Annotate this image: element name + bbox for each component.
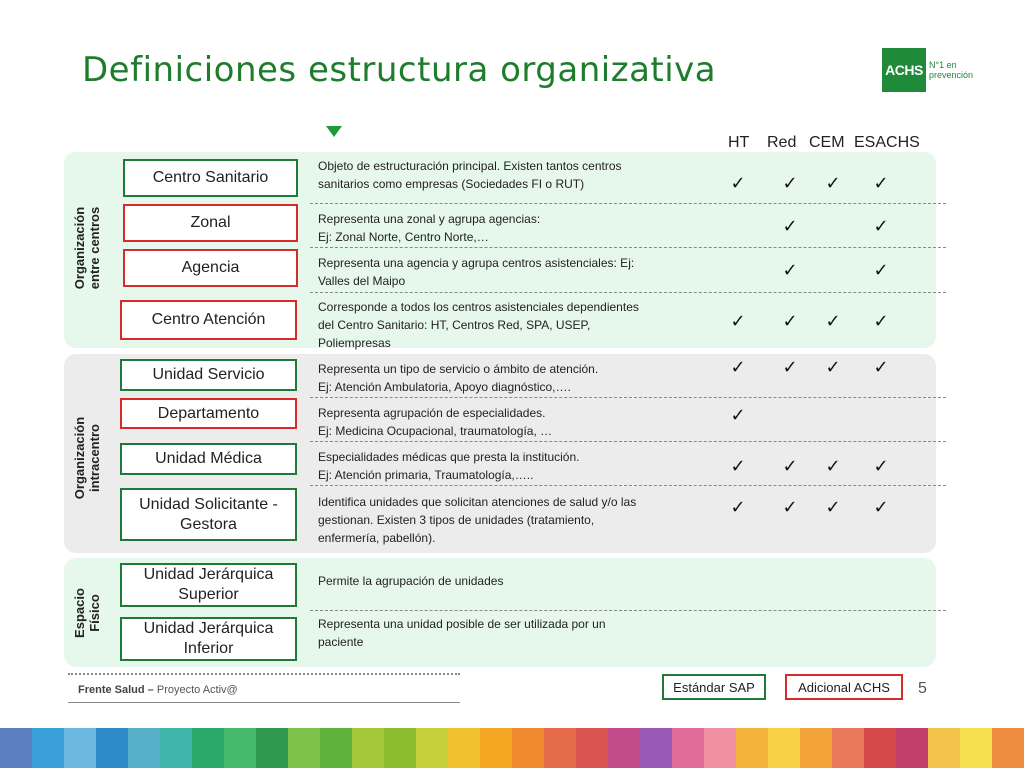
achs-logo xyxy=(882,48,973,92)
legend-additional-achs: Adicional ACHS xyxy=(785,674,903,700)
checkmark-icon: ✓ xyxy=(782,456,798,476)
section-label-entre-centros: Organización entre centros xyxy=(72,206,102,290)
logo-tagline: N°1 en prevención xyxy=(929,60,974,80)
checkmark-icon: ✓ xyxy=(873,311,889,331)
row-unidad-jerarquica-superior-description: Permite la agrupación de unidades xyxy=(318,574,504,588)
column-header-red: Red xyxy=(767,134,797,151)
row-centro-sanitario-description: Objeto de estructuración principal. Existen tantos centros sanitarios como empresas (Sociedades FI o RUT) xyxy=(318,159,622,191)
row-agencia-box: Agencia xyxy=(123,249,298,287)
row-unidad-jerarquica-superior-box: Unidad Jerárquica Superior xyxy=(120,563,297,607)
row-separator xyxy=(310,292,946,293)
footer-dotted-line xyxy=(68,673,460,675)
row-unidad-medica-box: Unidad Médica xyxy=(120,443,297,475)
checkmark-icon: ✓ xyxy=(782,173,798,193)
triangle-marker-icon xyxy=(326,126,342,137)
row-zonal-description: Representa una zonal y agrupa agencias: Ej: Zonal Norte, Centro Norte,… xyxy=(318,212,541,244)
row-separator xyxy=(310,397,946,398)
row-unidad-servicio-box: Unidad Servicio xyxy=(120,359,297,391)
checkmark-icon: ✓ xyxy=(873,260,889,280)
checkmark-icon: ✓ xyxy=(730,456,746,476)
checkmark-icon: ✓ xyxy=(873,216,889,236)
checkmark-icon: ✓ xyxy=(825,497,841,517)
logo-mark: ACHS xyxy=(882,48,926,92)
decorative-color-stripe xyxy=(0,728,1024,768)
row-unidad-jerarquica-inferior-description: Representa una unidad posible de ser utilizada por un paciente xyxy=(318,617,606,649)
legend-standard-sap: Estándar SAP xyxy=(662,674,766,700)
column-header-ht: HT xyxy=(728,134,750,151)
row-unidad-servicio-description: Representa un tipo de servicio o ámbito de atención. Ej: Atención Ambulatoria, Apoyo diagnóstico,…. xyxy=(318,362,599,394)
column-header-esachs: ESACHS xyxy=(854,134,920,151)
checkmark-icon: ✓ xyxy=(730,357,746,377)
row-departamento-description: Representa agrupación de especialidades. Ej: Medicina Ocupacional, traumatología, … xyxy=(318,406,553,438)
row-unidad-solicitante-box: Unidad Solicitante - Gestora xyxy=(120,488,297,541)
checkmark-icon: ✓ xyxy=(825,456,841,476)
row-centro-atencion-description: Corresponde a todos los centros asistenciales dependientes del Centro Sanitario: HT, Centros Red, SPA, USEP, Poliempresas xyxy=(318,300,639,350)
column-header-cem: CEM xyxy=(809,134,845,151)
checkmark-icon: ✓ xyxy=(873,357,889,377)
row-zonal-box: Zonal xyxy=(123,204,298,242)
checkmark-icon: ✓ xyxy=(873,497,889,517)
footer-project-label: Frente Salud – Proyecto Activ@ xyxy=(78,684,238,696)
checkmark-icon: ✓ xyxy=(782,357,798,377)
row-unidad-solicitante-description: Identifica unidades que solicitan atenciones de salud y/o las gestionan. Existen 3 tipos de unidades (tratamiento, enfermería, pabellón). xyxy=(318,495,637,545)
checkmark-icon: ✓ xyxy=(825,357,841,377)
row-separator xyxy=(310,485,946,486)
section-label-intracentro: Organización intracentro xyxy=(72,416,102,500)
checkmark-icon: ✓ xyxy=(825,173,841,193)
section-label-espacio-fisico: Espacio Físico xyxy=(72,588,102,638)
footer-divider xyxy=(68,702,460,703)
checkmark-icon: ✓ xyxy=(825,311,841,331)
row-agencia-description: Representa una agencia y agrupa centros asistenciales: Ej: Valles del Maipo xyxy=(318,256,635,288)
checkmark-icon: ✓ xyxy=(873,173,889,193)
row-separator xyxy=(310,203,946,204)
checkmark-icon: ✓ xyxy=(730,173,746,193)
checkmark-icon: ✓ xyxy=(782,497,798,517)
page-number: 5 xyxy=(918,680,927,697)
row-separator xyxy=(310,441,946,442)
checkmark-icon: ✓ xyxy=(782,260,798,280)
checkmark-icon: ✓ xyxy=(730,405,746,425)
row-separator xyxy=(310,247,946,248)
checkmark-icon: ✓ xyxy=(730,311,746,331)
checkmark-icon: ✓ xyxy=(782,216,798,236)
row-separator xyxy=(310,610,946,611)
row-departamento-box: Departamento xyxy=(120,398,297,429)
row-unidad-medica-description: Especialidades médicas que presta la institución. Ej: Atención primaria, Traumatología,….. xyxy=(318,450,580,482)
checkmark-icon: ✓ xyxy=(782,311,798,331)
checkmark-icon: ✓ xyxy=(873,456,889,476)
checkmark-icon: ✓ xyxy=(730,497,746,517)
row-centro-sanitario-box: Centro Sanitario xyxy=(123,159,298,197)
row-unidad-jerarquica-inferior-box: Unidad Jerárquica Inferior xyxy=(120,617,297,661)
page-title: Definiciones estructura organizativa xyxy=(82,50,717,90)
row-centro-atencion-box: Centro Atención xyxy=(120,300,297,340)
